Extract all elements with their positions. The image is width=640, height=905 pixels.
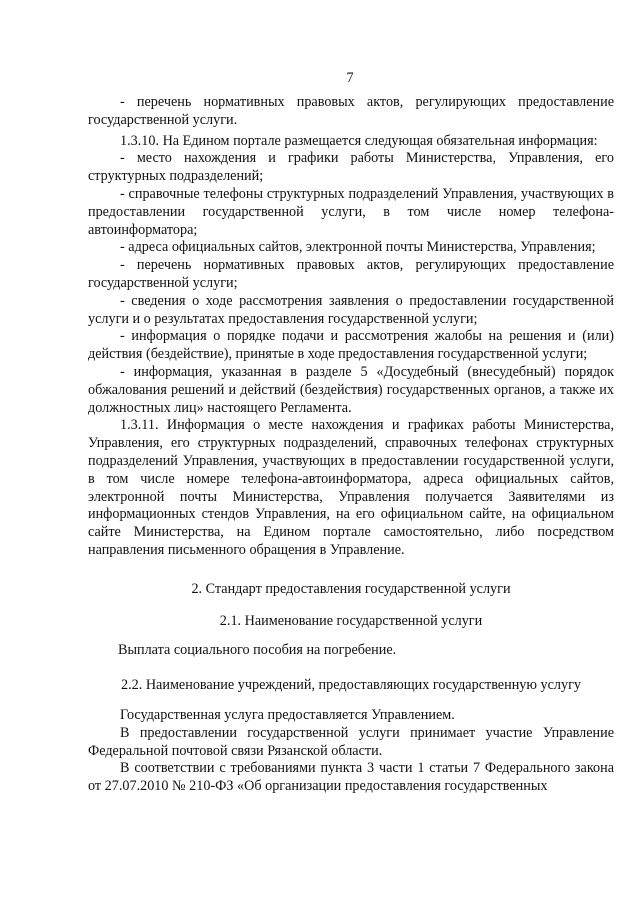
- paragraph: - информация, указанная в разделе 5 «Досудебный (внесудебный) порядок обжалования решений и действий (бездействия) государственных органов, а также их должностных лиц» настоящего Регламента.: [88, 363, 614, 416]
- paragraph: Государственная услуга предоставляется Управлением.: [120, 706, 455, 723]
- document-body: [88, 94, 614, 796]
- paragraph: - место нахождения и графики работы Министерства, Управления, его структурных подразделений;: [88, 150, 614, 185]
- section-2-2-title: 2.2. Наименование учреждений, предоставляющих государственную услугу: [120, 677, 582, 694]
- section-2-1-text: Выплата социального пособия на погребение.: [118, 642, 397, 659]
- paragraph: - перечень нормативных правовых актов, регулирующих предоставление государственной услуги;: [88, 257, 614, 291]
- paragraph: - сведения о ходе рассмотрения заявления о предоставлении государственной услуги и о результатах предоставления государственной услуги;: [88, 292, 614, 327]
- paragraph: 1.3.10. На Едином портале размещается следующая обязательная информация:: [120, 132, 598, 149]
- paragraph: - информация о порядке подачи и рассмотрения жалобы на решения и (или) действия (бездействие), принятые в ходе предоставления государственной услуги;: [88, 328, 614, 363]
- paragraph: 1.3.11. Информация о месте нахождения и графиках работы Министерства, Управления, его структурных подразделений, справочных телефонах структурных подразделений Управления, участвующих в предоставлении государственной услуги, в том числе номере телефона-автоинформатора, адреса официальных сайтов, электронной почты Министерства, Управления получается Заявителями из информационных стендов Управления, на его официальном сайте, на официальном сайте Министерства, на Едином портале самостоятельно, либо посредством направления письменного обращения в Управление.: [88, 417, 614, 558]
- section-2-1-title: 2.1. Наименование государственной услуги: [219, 612, 483, 629]
- section-2-title: 2. Стандарт предоставления государственной услуги: [191, 580, 511, 597]
- page-number: 7: [346, 70, 354, 86]
- paragraph: В соответствии с требованиями пункта 3 части 1 статьи 7 Федерального закона от 27.07.2010 № 210-ФЗ «Об организации предоставления государственных: [88, 760, 614, 795]
- paragraph: - перечень нормативных правовых актов, регулирующих предоставление государственной услуги.: [88, 94, 614, 128]
- paragraph: - адреса официальных сайтов, электронной почты Министерства, Управления;: [120, 239, 596, 256]
- paragraph: - справочные телефоны структурных подразделений Управления, участвующих в предоставлении государственной услуги, в том числе номер телефона-автоинформатора;: [88, 185, 614, 238]
- paragraph: В предоставлении государственной услуги принимает участие Управление Федеральной почтовой связи Рязанской области.: [88, 724, 614, 759]
